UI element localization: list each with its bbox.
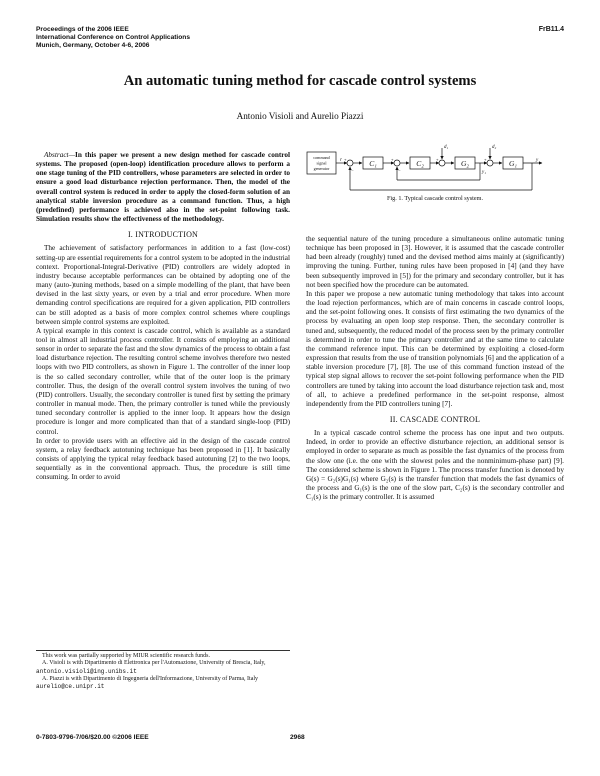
sign-minus: − xyxy=(351,168,354,173)
abstract xyxy=(36,151,290,224)
block-c1-label: C₁ xyxy=(369,159,377,168)
header-line-1: Proceedings of the 2006 IEEE xyxy=(36,26,129,33)
paper-title: An automatic tuning method for cascade control systems xyxy=(123,73,477,89)
disturbance-junction-2 xyxy=(487,160,493,166)
header-line-3: Munich, Germany, October 4-6, 2006 xyxy=(36,42,150,50)
paragraph: In this paper we propose a new automatic tuning methodology that takes into account the load rejection performances, which are of main concerns in cascade control loops, and the set-point following ones. It consists of first estimating the two dynamics of the process by evaluating an open loop step response. Then, the secondary controller is tuned and, subsequently, the reduced model of the process seen by the primary controller is determined in order to tune the primary controller and at the same time to calculate the command reference input. This can be determined by exploiting a closed-form expression that results from the use of transition polynomials [6] and the application of a stable inversion procedure [7], [8]. The use of this command function instead of the typical step signal allows to recover the set-point following performance when the PID controllers are tuned by taking into account the load disturbance rejection task and, most of all, to achieve a predefined performance in the set-point response, almost independently from the PID controllers tuning [7]. xyxy=(306,289,564,408)
signal-r: r xyxy=(340,158,342,163)
paragraph: The achievement of satisfactory performances in addition to a fast (low-cost) setting-up are essential requirements for a control system to be adopted in the industrial context. Proportional-Integral-Derivative (PID) controllers are widely adopted in industry because acceptable performances can be obtained by adopting one of the many (auto-)tuning methods, based on a simple modelling of the plant, that have been devised in the last sixty years, or even by a trial and error procedure. When more demanding control specifications are required for a given application, PID controllers can be still adopted as a basis of more complex control schemes where couplings between simple control systems are exploited. xyxy=(36,244,290,326)
block-g2-label: G₂ xyxy=(460,159,470,168)
abstract-label: Abstract— xyxy=(44,151,76,159)
paragraph: In a typical cascade control scheme the process has one input and two outputs. Indeed, in order to provide an effective disturbance rejection, an additional sensor is employed in order to separate as much as possible the fast dynamics of the process from the slow one (i.e. the one with the slowest poles and the nonminimum-phase part) [9]. The considered scheme is shown in Figure 1. The process transfer function is denoted by G(s) = G₂(s)G₁(s) where G₂(s) is the transfer function that models the fast dynamics of the process and G₁(s) is the one of the slow part, C₂(s) is the secondary controller and C₁(s) is the primary controller. It is assumed xyxy=(306,429,564,502)
isbn-copyright: 0-7803-9796-7/06/$20.00 ©2006 IEEE xyxy=(36,734,149,741)
generator-label-line-3: generator xyxy=(313,166,330,171)
right-column xyxy=(306,235,564,502)
footnote-piazzi: A. Piazzi is with Dipartimento di Ingegneria dell'Informazione, University of Parma, Italy aurelio@ce.unipr.it xyxy=(36,675,259,691)
generator-label-line-2: signal xyxy=(316,160,327,166)
sign-minus: − xyxy=(398,168,401,173)
sign-plus: + xyxy=(344,157,347,162)
summing-junction-2 xyxy=(394,160,400,166)
block-c2-label: C₂ xyxy=(416,159,424,168)
signal-y1: y₁ xyxy=(482,170,486,175)
footnote-funding: This work was partially supported by MIUR scientific research funds. xyxy=(42,653,210,659)
section-heading-cascade-control: II. CASCADE CONTROL xyxy=(389,414,481,424)
email-piazzi[interactable]: aurelio@ce.unipr.it xyxy=(36,683,105,691)
proceedings-header xyxy=(36,26,190,51)
block-diagram xyxy=(306,140,564,200)
signal-y: y xyxy=(536,158,539,163)
email-visioli[interactable]: antonio.visioli@ing.unibs.it xyxy=(36,667,137,675)
paragraph: the sequential nature of the tuning procedure a simultaneous online automatic tuning technique has been proposed in [3]. However, it is assumed that the cascade controller had been already (roughly) tuned and the devised method aims mainly at (significantly) improving the tuning. Further, tuning rules have been proposed in [4] (and they have been subsequently improved in [5]) for the primary and secondary controller, but it has not been specified how the procedure can be automated. xyxy=(306,235,564,289)
sign-plus: + xyxy=(436,157,439,162)
sign-plus: + xyxy=(391,157,394,162)
figure-caption: Fig. 1. Typical cascade control system. xyxy=(386,195,484,202)
left-column xyxy=(36,151,290,482)
signal-d2: d₂ xyxy=(492,145,497,150)
paragraph: A typical example in this context is cascade control, which is available as a standard tool in almost all industrial process controller. It consists of employing an additional sensor in order to separate the fast and the slow dynamics of the process to obtain a fast load disturbance rejection. The resulting control scheme involves therefore two nested loops with two PID controllers, as shown in Figure 1. The controller of the inner loop is the so called secondary controller, while that of the outer loop is the primary controller. Thus, the design of the overall control system involves the tuning of two (PID) controllers. Usually, the secondary controller is tuned first by setting the primary controller in manual mode. Then, the primary controller is tuned while the previously tuned secondary controller is applied to the inner loop. It appears how the design procedure is longer and more complicated than that of a standard single-loop (PID) control. xyxy=(36,326,290,436)
signal-d1: d₁ xyxy=(444,145,449,150)
abstract-text: In this paper we present a new design method for cascade control systems. The proposed (open-loop) identification procedure allows to perform a one stage tuning of the PID controllers, whose parameters are selected in order to ensure a good load disturbance rejection performance. Then, the model of the overall control system is reduced in order to apply the closed-form solution of an analytical stable inversion procedure as a command function. Thus, a high (predefined) performance is achieved also in the set-point following task. Simulation results show the effectiveness of the methodology. xyxy=(36,151,290,224)
block-g1-label: G₁ xyxy=(508,159,518,168)
summing-junction-1 xyxy=(347,160,353,166)
paragraph: In order to provide users with an effective aid in the design of the cascade control system, a relay feedback autotuning technique has been proposed in [1]. It basically consists of applying the typical relay feedback based autotuning [2] to the two loops, sequentially as in the conventional approach. Thus, the procedure is still time consuming. In order to avoid xyxy=(36,436,290,482)
paper-authors: Antonio Visioli and Aurelio Piazzi xyxy=(236,111,364,121)
section-heading-introduction: I. INTRODUCTION xyxy=(127,230,199,240)
generator-label-line-1: command xyxy=(313,155,330,160)
footnote-visioli: A. Visioli is with Dipartimento di Elettronica per l'Automazione, University of Brescia, Italy, antonio.visioli@ing.unibs.it xyxy=(36,660,266,675)
footnotes xyxy=(36,650,290,691)
disturbance-junction-1 xyxy=(439,160,445,166)
session-code: FrB11.4 xyxy=(538,26,564,33)
header-line-2: International Conference on Control Applications xyxy=(36,34,190,42)
sign-plus: + xyxy=(484,157,487,162)
page-number: 2968 xyxy=(290,734,305,741)
